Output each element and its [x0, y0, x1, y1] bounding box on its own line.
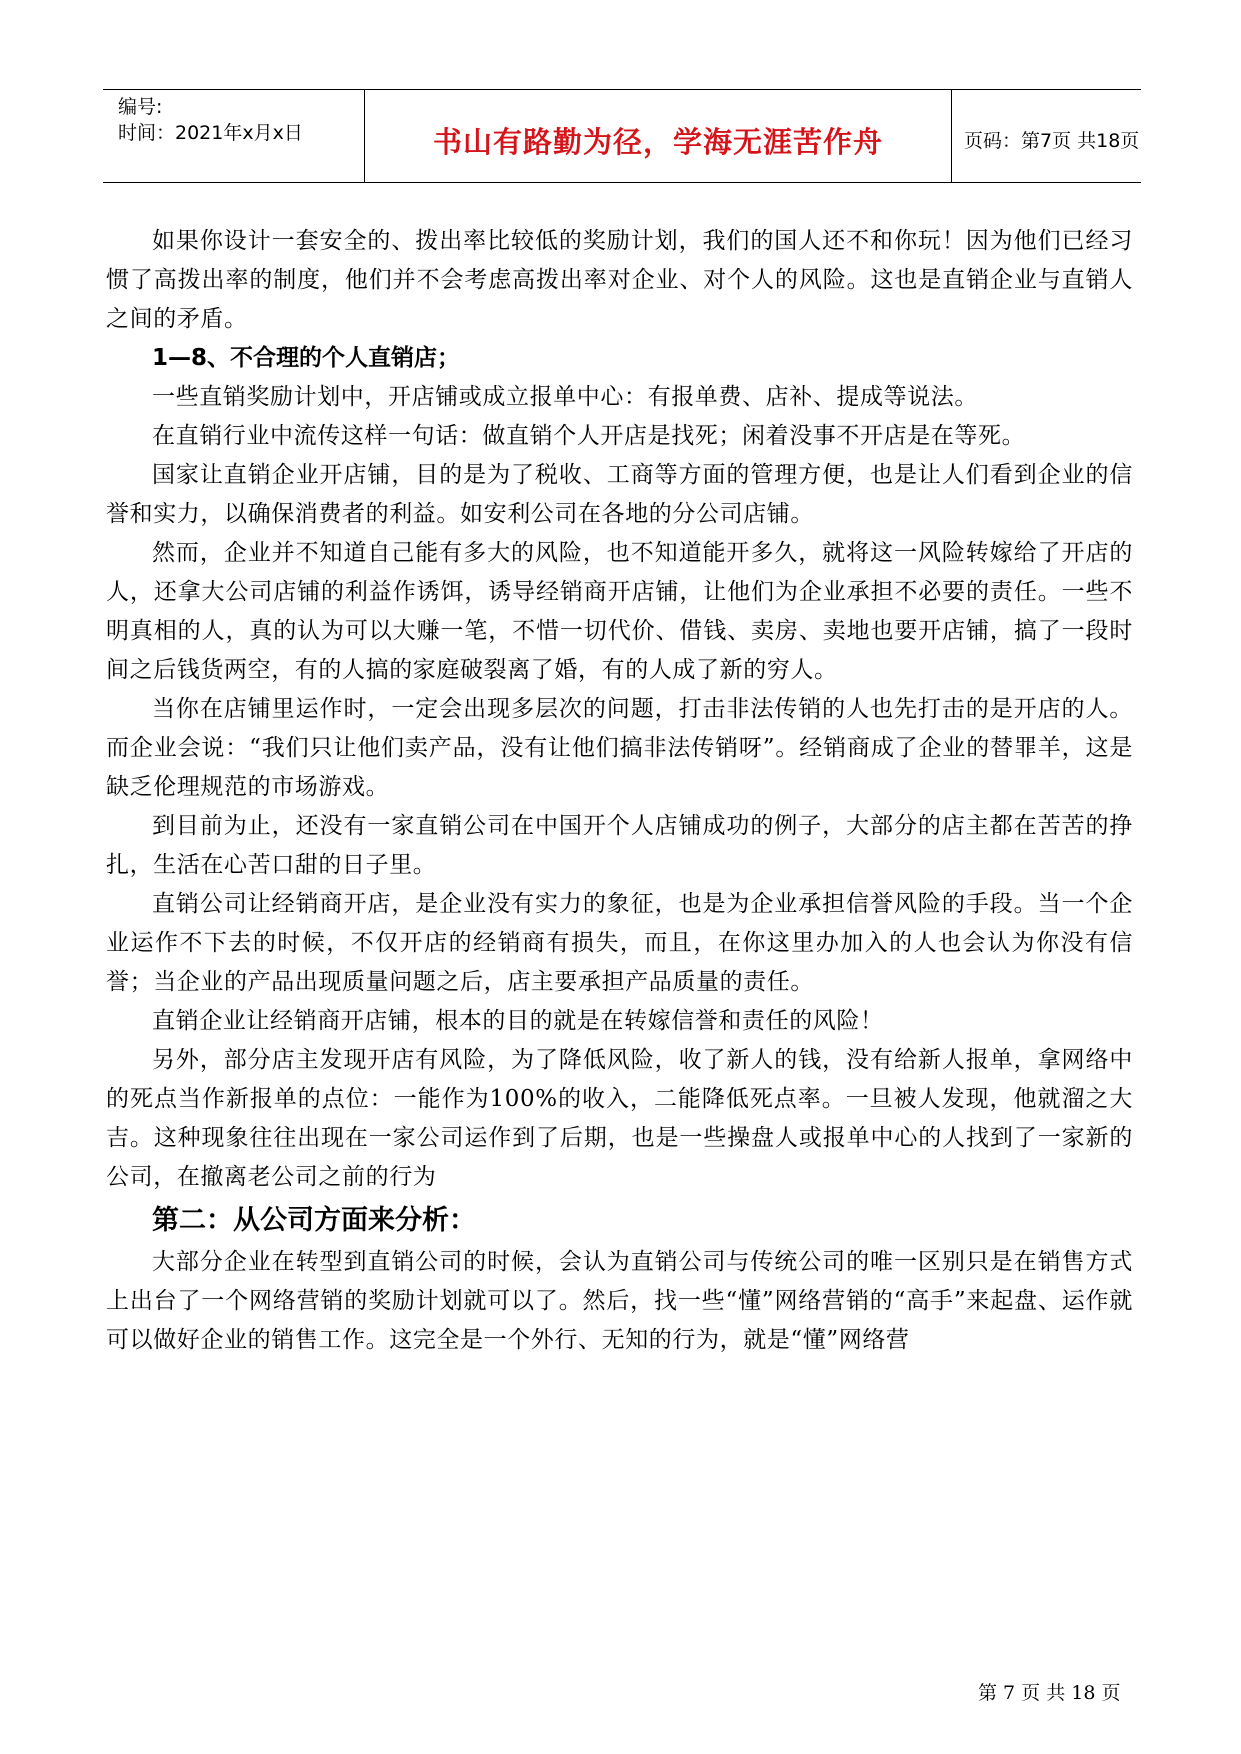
header-middle-cell [365, 90, 952, 182]
document-number-label: 编号: [118, 96, 163, 118]
body-paragraph: 到目前为止，还没有一家直销公司在中国开个人店铺成功的例子，大部分的店主都在苦苦的挣扎，生活在心苦口甜的日子里。 [106, 813, 1133, 878]
header-motto: 书山有路勤为径，学海无涯苦作舟 [432, 125, 883, 159]
body-paragraph: 如果你设计一套安全的、拨出率比较低的奖励计划，我们的国人还不和你玩！因为他们已经习惯了高拨出率的制度，他们并不会考虑高拨出率对企业、对个人的风险。这也是直销企业与直销人之间的矛盾。 [106, 228, 1133, 332]
header-right-cell [952, 90, 1141, 182]
body-paragraph: 一些直销奖励计划中，开店铺或成立报单中心：有报单费、店补、提成等说法。 [152, 384, 978, 410]
subsection-heading: 1—8、不合理的个人直销店； [152, 345, 461, 371]
document-body [106, 222, 1133, 1360]
section-heading: 第二：从公司方面来分析： [152, 1205, 476, 1236]
header-page-info: 页码：第7页 共18页 [964, 130, 1140, 152]
body-paragraph: 然而，企业并不知道自己能有多大的风险，也不知道能开多久，就将这一风险转嫁给了开店的人，还拿大公司店铺的利益作诱饵，诱导经销商开店铺，让他们为企业承担不必要的责任。一些不明真相的人，真的认为可以大赚一笔，不惜一切代价、借钱、卖房、卖地也要开店铺，搞了一段时间之后钱货两空，有的人搞的家庭破裂离了婚，有的人成了新的穷人。 [106, 540, 1133, 683]
body-paragraph: 在直销行业中流传这样一句话：做直销个人开店是找死；闲着没事不开店是在等死。 [152, 423, 1026, 449]
body-paragraph: 直销企业让经销商开店铺，根本的目的就是在转嫁信誉和责任的风险！ [152, 1008, 884, 1034]
document-time-label: 时间：2021年x月x日 [118, 122, 303, 144]
header-left-cell [103, 90, 365, 182]
body-paragraph: 直销公司让经销商开店，是企业没有实力的象征，也是为企业承担信誉风险的手段。当一个企业运作不下去的时候，不仅开店的经销商有损失，而且，在你这里办加入的人也会认为你没有信誉；当企业的产品出现质量问题之后，店主要承担产品质量的责任。 [106, 891, 1133, 995]
page-header [103, 89, 1141, 183]
body-paragraph: 另外，部分店主发现开店有风险，为了降低风险，收了新人的钱，没有给新人报单，拿网络中的死点当作新报单的点位：一能作为100%的收入，二能降低死点率。一旦被人发现，他就溜之大吉。这种现象往往出现在一家公司运作到了后期，也是一些操盘人或报单中心的人找到了一家新的公司，在撤离老公司之前的行为 [106, 1047, 1133, 1190]
page-footer: 第 7 页 共 18 页 [978, 1682, 1121, 1704]
body-paragraph: 大部分企业在转型到直销公司的时候，会认为直销公司与传统公司的唯一区别只是在销售方式上出台了一个网络营销的奖励计划就可以了。然后，找一些“懂”网络营销的“高手”来起盘、运作就可以做好企业的销售工作。这完全是一个外行、无知的行为，就是“懂”网络营 [106, 1249, 1133, 1353]
body-paragraph: 国家让直销企业开店铺，目的是为了税收、工商等方面的管理方便，也是让人们看到企业的信誉和实力，以确保消费者的利益。如安利公司在各地的分公司店铺。 [106, 462, 1133, 527]
body-paragraph: 当你在店铺里运作时，一定会出现多层次的问题，打击非法传销的人也先打击的是开店的人。而企业会说：“我们只让他们卖产品，没有让他们搞非法传销呀”。经销商成了企业的替罪羊，这是缺乏伦理规范的市场游戏。 [106, 696, 1133, 800]
